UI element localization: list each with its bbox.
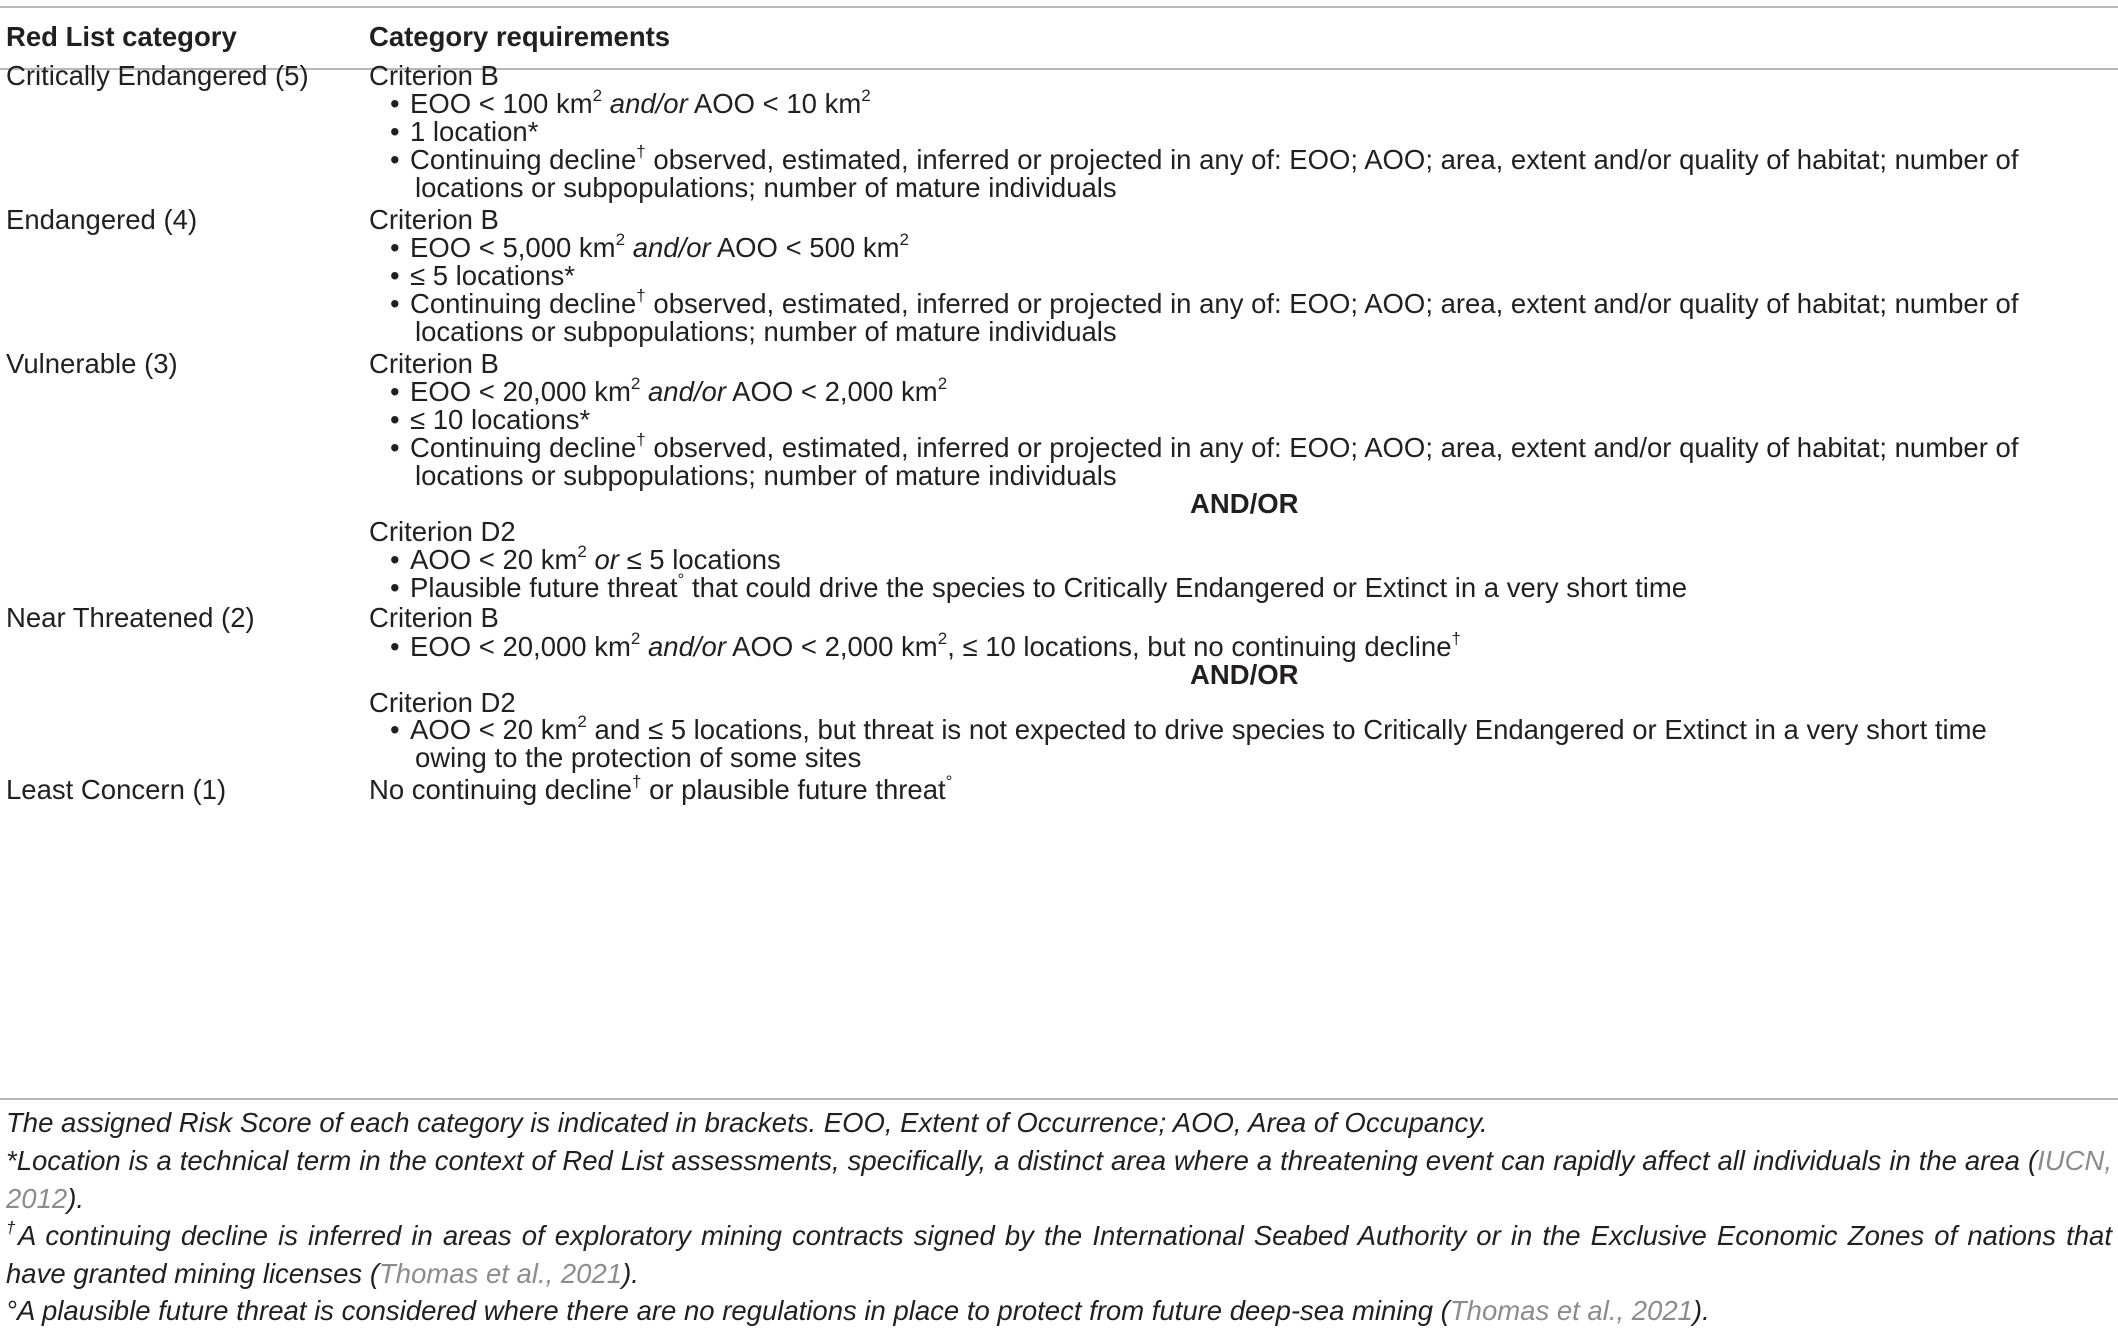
header-category-requirements: Category requirements xyxy=(369,21,671,52)
category-cell: Least Concern (1) xyxy=(6,774,227,805)
criterion-label: Criterion D2 xyxy=(369,687,516,718)
category-cell: Near Threatened (2) xyxy=(6,602,255,633)
list-item: • Plausible future threat° that could drive the species to Critically Endangered or Extinct in a very short time xyxy=(390,569,1687,607)
bullet-icon: • xyxy=(390,116,400,147)
list-item-continuation: locations or subpopulations; number of mature individuals xyxy=(415,172,1117,203)
table-header-rule xyxy=(0,68,2118,70)
category-cell: Critically Endangered (5) xyxy=(6,60,309,91)
bullet-icon: • xyxy=(390,260,400,291)
criterion-label: Criterion B xyxy=(369,204,499,235)
citation-link[interactable]: Thomas et al., 2021 xyxy=(1449,1295,1693,1326)
list-item-continuation: locations or subpopulations; number of mature individuals xyxy=(415,316,1117,347)
list-item: • EOO < 20,000 $km^2$ and/or AOO < 2,000 $km^2$, ≤ 10 locations, but no continuing decline† xyxy=(390,628,1461,666)
bullet-icon: • xyxy=(390,572,400,603)
table-top-rule xyxy=(0,6,2118,8)
bullet-icon: • xyxy=(390,376,400,407)
citation-link[interactable]: Thomas et al., 2021 xyxy=(379,1257,623,1289)
criterion-label: Criterion B xyxy=(369,60,499,91)
bullet-icon: • xyxy=(390,232,400,263)
citation-link[interactable]: IUCN, 2012 xyxy=(6,1145,2112,1214)
bullet-icon: • xyxy=(390,88,400,119)
and-or-separator: AND/OR xyxy=(1190,659,1299,690)
list-item: • EOO < 5,000 $km^2$ and/or AOO < 500 $km^2$ xyxy=(390,229,909,267)
list-item: • ≤ 5 locations* xyxy=(390,257,575,295)
bullet-icon: • xyxy=(390,404,400,435)
list-item: • EOO < 100 $km^2$ and/or AOO < 10 $km^2$ xyxy=(390,85,871,123)
footnote-risk-score: The assigned Risk Score of each category is indicated in brackets. EOO, Extent of Occurrence; AOO, Area of Occupancy. xyxy=(6,1107,1488,1138)
list-item-continuation: locations or subpopulations; number of mature individuals xyxy=(415,460,1117,491)
list-item: • 1 location* xyxy=(390,113,538,151)
criterion-label: Criterion D2 xyxy=(369,516,516,547)
list-item: • AOO < 20 $km^2$ and ≤ 5 locations, but threat is not expected to drive species to Critically Endangered or Extinct in a very short time xyxy=(390,711,1987,749)
bullet-icon: • xyxy=(390,714,400,745)
footnote-location: *Location is a technical term in the context of Red List assessments, specifically, a distinct area where a threatening event can rapidly affect all individuals in the area (IUCN, 2012). xyxy=(6,1145,2112,1214)
bullet-icon: • xyxy=(390,144,400,175)
list-item: • Continuing decline† observed, estimated, inferred or projected in any of: EOO; AOO; area, extent and/or quality of habitat; number of xyxy=(390,141,2018,179)
category-cell: Endangered (4) xyxy=(6,204,198,235)
list-item-continuation: owing to the protection of some sites xyxy=(415,742,862,773)
list-item: • EOO < 20,000 $km^2$ and/or AOO < 2,000 $km^2$ xyxy=(390,373,947,411)
bullet-icon: • xyxy=(390,631,400,662)
bullet-icon: • xyxy=(390,288,400,319)
list-item: • AOO < 20 $km^2$ or ≤ 5 locations xyxy=(390,541,781,579)
category-cell: Vulnerable (3) xyxy=(6,348,178,379)
requirement-text: No continuing decline† or plausible future threat° xyxy=(369,772,953,805)
list-item: • ≤ 10 locations* xyxy=(390,401,590,439)
bullet-icon: • xyxy=(390,432,400,463)
criterion-label: Criterion B xyxy=(369,602,499,633)
footnote-continuing-decline: †A continuing decline is inferred in areas of exploratory mining contracts signed by the International Seabed Authority or in the Exclusive Economic Zones of nations that have granted mining licenses (Thomas et al., 2021). xyxy=(6,1218,2112,1289)
footnote-future-threat: °A plausible future threat is considered where there are no regulations in place to protect from future deep-sea mining (Thomas et al., 2021). xyxy=(6,1295,1710,1326)
criterion-label: Criterion B xyxy=(369,348,499,379)
list-item: • Continuing decline† observed, estimated, inferred or projected in any of: EOO; AOO; area, extent and/or quality of habitat; number of xyxy=(390,429,2018,467)
bullet-icon: • xyxy=(390,544,400,575)
table-bottom-rule xyxy=(0,1098,2118,1100)
header-red-list-category: Red List category xyxy=(6,21,237,52)
list-item: • Continuing decline† observed, estimated, inferred or projected in any of: EOO; AOO; area, extent and/or quality of habitat; number of xyxy=(390,285,2018,323)
and-or-separator: AND/OR xyxy=(1190,488,1299,519)
